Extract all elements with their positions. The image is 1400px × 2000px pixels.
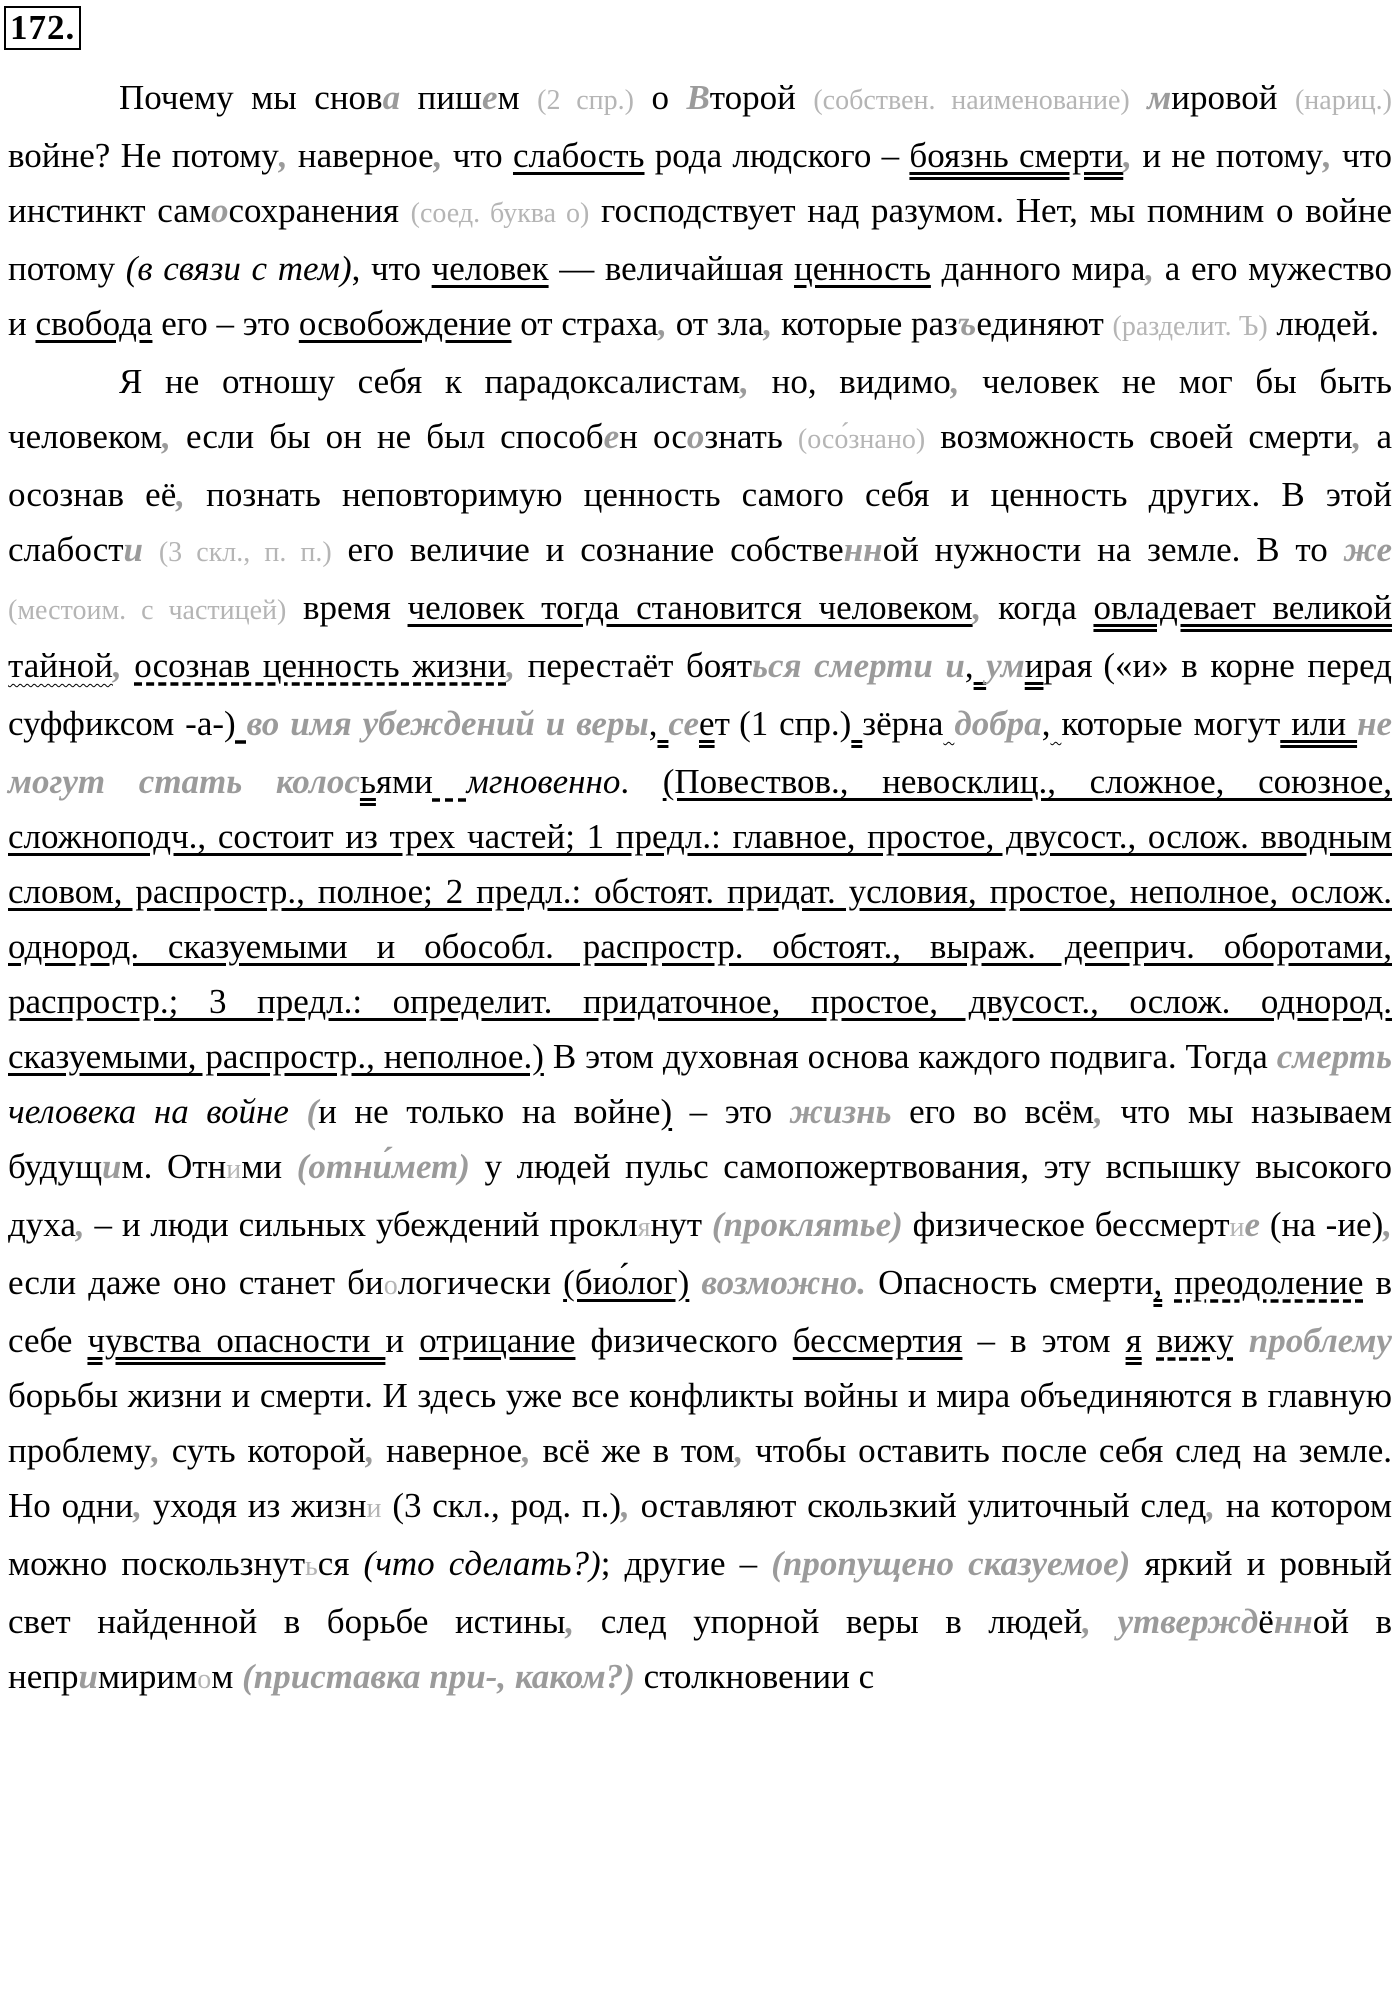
highlighted-letter: , — [1323, 136, 1332, 175]
text-run: у людей пульс самопожертвования, эту вспышку высокого духа — [8, 1147, 1392, 1244]
text-run: но, видимо — [748, 362, 951, 401]
highlighted-letter — [382, 1486, 393, 1525]
subject-underline: отрицание — [419, 1321, 576, 1360]
attribute-underline: тайной — [8, 646, 113, 685]
highlighted-letter: добра — [954, 704, 1042, 743]
highlighted-letter: , — [1352, 417, 1362, 456]
text-run: м. Отн — [121, 1147, 227, 1186]
subject-underline: (био́лог) — [563, 1263, 690, 1302]
text-run: физического — [575, 1321, 793, 1360]
highlighted-letter: и — [123, 530, 144, 569]
adverbial-underline: преодоление — [1174, 1263, 1364, 1302]
text-run: борьбы жизни и смерти. И здесь уже все конфликты войны и мира объединяются в главную проблему — [8, 1376, 1392, 1470]
text-run: которые раз — [772, 304, 958, 343]
highlighted-letter: , — [1145, 249, 1155, 288]
text-run: суть которой — [160, 1431, 366, 1470]
text-run: войне? Не потому — [8, 136, 279, 175]
highlighted-letter: и — [102, 1147, 122, 1186]
text-run: В этом духовная основа каждого подвига. Тогда — [543, 1037, 1277, 1076]
text-run: людей. — [1267, 304, 1380, 343]
text-run: и не только на войне — [318, 1092, 661, 1131]
highlighted-letter: , — [621, 1486, 630, 1525]
text-run: на котором можно поскользнут — [8, 1486, 1392, 1583]
predicate-underline: е — [699, 704, 715, 743]
highlighted-letter: , — [112, 646, 122, 685]
highlighted-letter: о — [210, 191, 229, 230]
highlighted-letter: , — [176, 475, 185, 514]
highlighted-letter: возможно. — [689, 1263, 879, 1302]
text-run: наверное — [287, 136, 434, 175]
highlighted-letter: , — [565, 1602, 575, 1641]
predicate-underline: боязнь смерти — [909, 136, 1124, 175]
grammar-note: (осо́знано) — [797, 424, 926, 455]
attribute-underline — [943, 704, 954, 743]
text-run — [1162, 1263, 1174, 1302]
text-run: . — [620, 762, 663, 801]
highlighted-letter: , — [734, 1431, 744, 1470]
highlighted-letter: (проклятье) — [711, 1205, 903, 1244]
text-run: Я не отношу себя к парадоксалистам — [119, 362, 741, 401]
predicate-underline: или — [1280, 704, 1358, 743]
attribute-underline — [1050, 704, 1061, 743]
adverbial-underline — [236, 704, 247, 743]
highlighted-letter: (приставка при-, каком?) — [242, 1657, 635, 1696]
text-run: а его мужество и — [8, 249, 1393, 343]
text-run — [1130, 78, 1147, 117]
text-run: если даже оно станет би — [8, 1263, 384, 1302]
text-run: что инстинкт сам — [8, 136, 1392, 230]
text-run: (1 спр.) — [739, 704, 852, 743]
text-run: – и люди сильных убеждений прокл — [84, 1205, 638, 1244]
highlighted-letter: о — [686, 417, 705, 456]
highlighted-letter: , — [278, 136, 288, 175]
paragraph-2 — [8, 354, 1392, 1707]
highlighted-letter: и — [78, 1657, 98, 1696]
grammar-note — [1093, 653, 1104, 684]
highlighted-letter: нн — [843, 530, 883, 569]
grammar-note — [730, 711, 739, 742]
text-run: чтобы оставить после себя след на земле. Но одни — [8, 1431, 1392, 1525]
highlighted-letter: , — [433, 136, 443, 175]
text-run: Почему мы снов — [119, 78, 383, 117]
text-run: ями — [375, 762, 433, 801]
predicate-underline — [851, 704, 862, 743]
text-run: что — [442, 136, 513, 175]
text-run: столкн — [634, 1657, 745, 1696]
highlighted-letter: , — [950, 362, 960, 401]
subject-underline: (Повествов., невосклиц., сложное, союзное, сложноподч., состоит из трех частей; 1 предл.: главное, простое, двусост., ослож. вводным словом, распростр., полное; 2 предл.: обстоят. придат. условия, простое, неполное, ослож. однород. сказуемыми и обособл. распростр. обстоят., выраж. дееприч. оборотами, распростр.; 3 предл.: определит. придаточное, простое, двусост., ослож. однород. сказуемыми, распростр., неполное.) — [8, 762, 1393, 1076]
text-run: его во всём — [891, 1092, 1095, 1131]
text-run: от зла — [666, 304, 764, 343]
highlighted-letter: , — [740, 362, 749, 401]
subject-underline: бессмертия — [792, 1321, 963, 1360]
text-run: знать — [704, 417, 798, 456]
text-run: ировой — [1171, 78, 1295, 117]
text-run: единяют — [976, 304, 1113, 343]
highlighted-letter: , — [763, 304, 773, 343]
grammar-note: ь — [305, 1551, 318, 1582]
subject-underline: ценность — [794, 249, 931, 288]
text-run — [122, 646, 135, 685]
highlighted-letter: , — [151, 1431, 161, 1470]
text-run: всё же в том — [530, 1431, 735, 1470]
exercise-text — [8, 70, 1392, 1707]
highlighted-letter: во имя убеждений и веры — [246, 704, 649, 743]
text-run: ой нужности на земле. В то — [882, 530, 1344, 569]
text-run: пиш — [400, 78, 482, 117]
highlighted-letter: проблему — [1248, 1321, 1392, 1360]
analysis-note: мгновенно — [466, 762, 621, 801]
text-run: вении с — [761, 1657, 875, 1696]
adverbial-underline — [433, 762, 467, 801]
highlighted-letter: ум — [986, 646, 1025, 685]
text-run: ся — [317, 1544, 364, 1583]
highlighted-letter: , — [75, 1205, 85, 1244]
subject-underline: человек — [431, 249, 549, 288]
text-run: зёрна — [862, 704, 944, 743]
highlighted-letter: , — [162, 417, 171, 456]
grammar-note: о — [383, 1270, 398, 1301]
grammar-note: (3 скл., п. п.) — [158, 537, 332, 568]
text-run: и — [385, 1321, 420, 1360]
highlighted-letter: , — [972, 588, 982, 627]
highlighted-letter: , — [658, 304, 667, 343]
grammar-note: и — [366, 1493, 382, 1524]
grammar-note: я — [637, 1212, 651, 1243]
text-run: — величайшая — [548, 249, 795, 288]
subject-underline: ) — [660, 1092, 673, 1131]
text-run: («и» в корне перед суффиксом -а-) — [8, 646, 1392, 743]
text-run: и не потому — [1132, 136, 1323, 175]
highlighted-letter: ся смерти и — [768, 646, 965, 685]
predicate-underline: и — [1024, 646, 1044, 685]
paragraph-1 — [8, 70, 1392, 354]
subject-underline: слабость — [512, 136, 645, 175]
text-run — [1234, 1321, 1249, 1360]
text-run: время — [286, 588, 408, 627]
text-run: сохранения — [228, 191, 411, 230]
highlighted-letter: е — [603, 417, 620, 456]
text-run: н ос — [619, 417, 687, 456]
text-run: рая — [1043, 646, 1093, 685]
subject-underline: человек тогда становится человеком — [407, 588, 973, 627]
predicate-underline: , — [1153, 1263, 1163, 1302]
grammar-note: (2 спр.) — [537, 85, 634, 116]
text-run: ой в непр — [8, 1602, 1392, 1696]
text-run: что мы называем будущ — [8, 1092, 1392, 1186]
highlighted-letter: , — [522, 1431, 531, 1470]
text-run: т — [714, 704, 730, 743]
text-run: познать неповторимую ценность самого себя и ценность других. В этой слабост — [8, 475, 1393, 569]
highlighted-letter: жизнь — [789, 1092, 892, 1131]
highlighted-letter: В — [686, 78, 710, 117]
predicate-underline — [974, 646, 987, 685]
highlighted-letter: , — [1082, 1602, 1091, 1641]
text-run: , что — [351, 249, 432, 288]
grammar-note: и — [1229, 1212, 1245, 1243]
highlighted-letter: (отни́мет) — [296, 1147, 470, 1186]
text-run: след упорной веры в людей — [574, 1602, 1083, 1641]
text-run: м — [497, 78, 538, 117]
predicate-underline — [657, 704, 668, 743]
text-run: о — [744, 1657, 762, 1696]
adverbial-underline: вижу — [1156, 1321, 1234, 1360]
grammar-note: и — [226, 1154, 242, 1185]
analysis-note: (что сделать?) — [363, 1544, 601, 1583]
predicate-underline: чувства опасности — [87, 1321, 386, 1360]
highlighted-letter: , — [1383, 1205, 1392, 1244]
highlighted-letter: м — [1147, 78, 1172, 117]
highlighted-letter: се — [668, 704, 700, 743]
text-run: – в этом — [962, 1321, 1126, 1360]
subject-underline: освобождение — [298, 304, 512, 343]
text-run: перестаёт боят — [515, 646, 752, 685]
highlighted-letter: же — [1343, 530, 1392, 569]
highlighted-letter: е — [1244, 1205, 1270, 1244]
highlighted-letter: е — [481, 78, 498, 117]
text-run: данного мира — [930, 249, 1146, 288]
text-run: оставляют скользкий улиточный след — [629, 1486, 1207, 1525]
highlighted-letter: не могут стать колос — [8, 704, 1393, 801]
grammar-note: о — [197, 1664, 212, 1695]
text-run — [143, 530, 159, 569]
text-run: , — [1041, 704, 1051, 743]
highlighted-letter: , — [506, 646, 516, 685]
predicate-underline: овладевает великой — [1093, 588, 1392, 627]
text-run: яркий и ровный свет найденной в борьбе истины — [8, 1544, 1392, 1641]
predicate-underline: я — [1125, 1321, 1142, 1360]
highlighted-letter: ь — [752, 646, 768, 685]
highlighted-letter: утвержд — [1090, 1602, 1259, 1641]
subject-underline: свобода — [35, 304, 153, 343]
text-run: которые могут — [1061, 704, 1281, 743]
highlighted-letter: а — [382, 78, 401, 117]
highlighted-letter: (пропущено сказуемое) — [771, 1544, 1131, 1583]
highlighted-letter: , — [365, 1431, 375, 1470]
predicate-underline: ь — [359, 762, 376, 801]
analysis-note: человека на войне — [8, 1092, 307, 1131]
text-run: в себе — [8, 1263, 1393, 1360]
text-run: , — [648, 704, 658, 743]
text-run: ми — [241, 1147, 297, 1186]
analysis-note: (в связи с тем) — [125, 249, 352, 288]
text-run: мирим — [97, 1657, 198, 1696]
text-run: уходя из жизн — [142, 1486, 367, 1525]
text-run: когда — [981, 588, 1094, 627]
text-run: нут — [650, 1205, 712, 1244]
highlighted-letter: нн — [1273, 1602, 1313, 1641]
text-run: если бы он не был способ — [170, 417, 604, 456]
grammar-note: (собствен. наименование) — [813, 85, 1130, 116]
highlighted-letter: , — [1123, 136, 1133, 175]
highlighted-letter: , — [133, 1486, 143, 1525]
text-run: торой — [709, 78, 814, 117]
text-run: (3 скл., род. п.) — [392, 1486, 622, 1525]
text-run: , — [964, 646, 974, 685]
text-run — [1142, 1321, 1157, 1360]
text-run: – это — [672, 1092, 790, 1131]
grammar-note: (соед. буква о) — [410, 198, 590, 229]
text-run: рода людского – — [644, 136, 910, 175]
text-run: его величие и сознание собстве — [331, 530, 844, 569]
exercise-number: 172. — [4, 6, 81, 50]
text-run: о — [633, 78, 687, 117]
grammar-note: (местоим. с частицей) — [8, 595, 287, 626]
highlighted-letter: смерть — [1276, 1037, 1392, 1076]
adverbial-underline: осознав ценность жизни — [134, 646, 507, 685]
text-run: возможность своей смерти — [925, 417, 1353, 456]
text-run: от страха — [511, 304, 659, 343]
highlighted-letter: ъ — [957, 304, 977, 343]
grammar-note: (нариц.) — [1294, 85, 1392, 116]
highlighted-letter: , — [1206, 1486, 1216, 1525]
highlighted-letter: ( — [306, 1092, 319, 1131]
text-run: Опасность смерти — [878, 1263, 1154, 1302]
text-run: логически — [397, 1263, 564, 1302]
highlighted-letter: , — [1094, 1092, 1103, 1131]
text-run: м — [211, 1657, 243, 1696]
text-run: физическое бессмерт — [902, 1205, 1230, 1244]
text-run: его – это — [152, 304, 299, 343]
text-run: господствует над разумом. Нет, мы помним о войне потому — [8, 191, 1392, 288]
text-run: (на -ие) — [1269, 1205, 1384, 1244]
text-run: ; другие – — [600, 1544, 772, 1583]
grammar-note: (разделит. Ъ) — [1112, 311, 1268, 342]
text-run: ё — [1258, 1602, 1274, 1641]
text-run: человек не мог бы быть человеком — [8, 362, 1393, 456]
text-run: а осознав её — [8, 417, 1393, 514]
text-run: наверное — [374, 1431, 522, 1470]
